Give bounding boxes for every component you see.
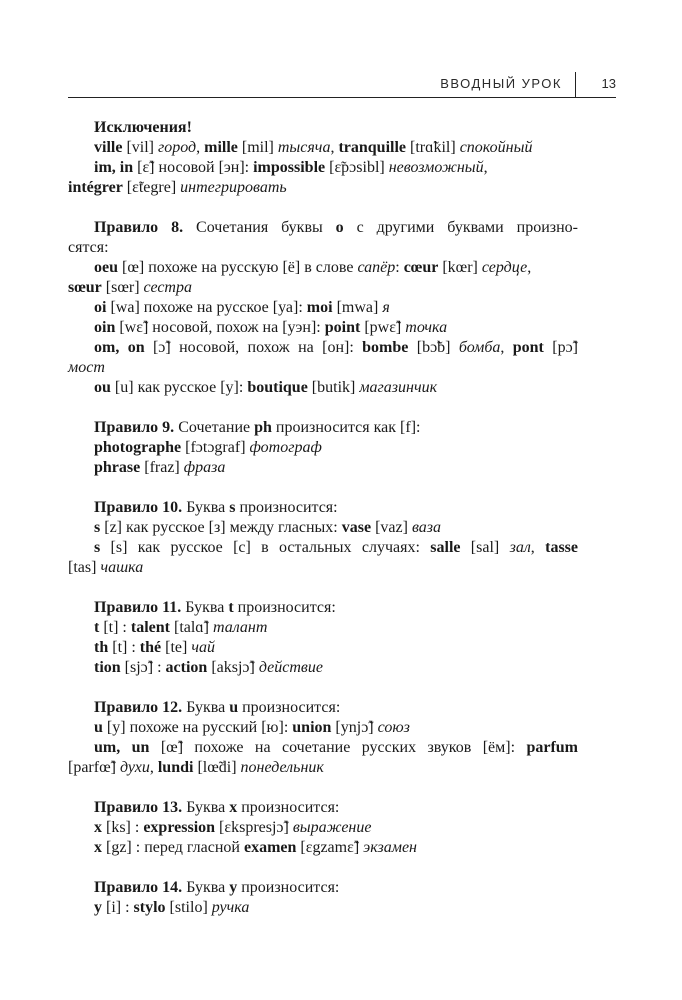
bold-term: impossible	[253, 159, 326, 176]
text-line	[68, 498, 578, 518]
text-line	[68, 818, 578, 838]
text-line	[68, 158, 578, 178]
bold-term: mille	[204, 139, 238, 156]
italic-translation: магазинчик	[359, 379, 438, 396]
text-run: [sal]	[460, 539, 510, 556]
header-separator	[575, 72, 576, 98]
bold-term: im, in	[94, 159, 134, 176]
text-run: сятся:	[68, 239, 109, 256]
italic-translation: ручка	[211, 899, 250, 916]
italic-translation: бомба	[458, 339, 501, 356]
text-line	[68, 598, 578, 618]
text-run: :	[395, 259, 404, 276]
text-run: [ynjɔ̃]	[331, 719, 378, 736]
bold-term: s	[94, 519, 101, 536]
text-line	[68, 518, 578, 538]
text-run: Буква	[182, 699, 230, 716]
text-line	[68, 838, 578, 858]
rule-block	[68, 218, 578, 398]
text-run: Буква	[182, 799, 230, 816]
bold-term: tranquille	[338, 139, 406, 156]
bold-term: x	[229, 799, 238, 816]
bold-term: oeu	[94, 259, 118, 276]
text-run: с другими буквами произно-	[343, 219, 578, 236]
italic-translation: мост	[68, 359, 105, 376]
italic-translation: сердце	[481, 259, 528, 276]
text-run: [sjɔ̃] :	[120, 659, 166, 676]
bold-term: u	[94, 719, 103, 736]
bold-term: tasse	[545, 539, 579, 556]
text-run: [stilo]	[165, 899, 212, 916]
text-line	[68, 798, 578, 818]
italic-translation: сестра	[143, 279, 192, 296]
rule-block	[68, 598, 578, 678]
bold-term: point	[324, 319, 361, 336]
bold-term: parfum	[526, 739, 578, 756]
text-line	[68, 258, 578, 278]
text-run: [mwa]	[332, 299, 383, 316]
text-run: [kœr]	[438, 259, 482, 276]
bold-term: pont	[512, 339, 544, 356]
text-run: ,	[530, 539, 546, 556]
text-run: [ɛ̃pɔsibl]	[325, 159, 389, 176]
bold-term: s	[94, 539, 101, 556]
text-line	[68, 418, 578, 438]
text-run: Буква	[182, 499, 230, 516]
text-run: Сочетание	[174, 419, 255, 436]
text-run: ,	[196, 139, 205, 156]
text-run: [ks] :	[102, 819, 144, 836]
bold-term: Правило 11.	[94, 599, 182, 616]
bold-term: Правило 8.	[94, 219, 184, 236]
italic-translation: точка	[405, 319, 448, 336]
text-run: [tas]	[68, 559, 101, 576]
italic-translation: зал	[509, 539, 531, 556]
text-run: произносится:	[237, 879, 340, 896]
bold-term: Правило 14.	[94, 879, 183, 896]
text-line	[68, 458, 578, 478]
text-run: [wa] похоже на русское [уа]:	[106, 299, 307, 316]
bold-term: om, on	[94, 339, 145, 356]
bold-term: oin	[94, 319, 116, 336]
page-number: 13	[601, 76, 616, 91]
italic-translation: интегрировать	[180, 179, 287, 196]
page-body	[68, 118, 578, 938]
rule-block	[68, 498, 578, 578]
rule-block	[68, 878, 578, 918]
text-run: [ɛkspresjɔ̃]	[215, 819, 293, 836]
bold-term: photographe	[94, 439, 182, 456]
bold-term: thé	[139, 639, 162, 656]
text-run: [lœ̃di]	[193, 759, 241, 776]
italic-translation: талант	[213, 619, 268, 636]
bold-term: stylo	[133, 899, 166, 916]
text-run: [fɔtɔgraf]	[181, 439, 250, 456]
text-run: произносится как [f]:	[271, 419, 421, 436]
bold-term: moi	[306, 299, 333, 316]
text-line	[68, 438, 578, 458]
text-line	[68, 718, 578, 738]
running-header	[68, 70, 616, 98]
italic-translation: выражение	[292, 819, 372, 836]
bold-term: x	[94, 819, 102, 836]
text-run: [i] :	[102, 899, 134, 916]
text-run: [fraz]	[140, 459, 184, 476]
text-line	[68, 738, 578, 758]
bold-term: tion	[94, 659, 121, 676]
bold-term: cœur	[403, 259, 439, 276]
text-run: ,	[500, 339, 513, 356]
text-run: ,	[527, 259, 532, 276]
text-line	[68, 178, 578, 198]
text-line	[68, 878, 578, 898]
text-run: [pɔ̃]	[543, 339, 578, 356]
bold-term: x	[94, 839, 102, 856]
text-run: [u] как русское [у]:	[110, 379, 248, 396]
bold-term: Правило 9.	[94, 419, 175, 436]
text-line	[68, 758, 578, 778]
text-run: [gz] : перед гласной	[102, 839, 244, 856]
text-line	[68, 538, 578, 558]
italic-translation: спокойный	[459, 139, 533, 156]
bold-term: oi	[94, 299, 107, 316]
bold-term: expression	[143, 819, 216, 836]
text-run: [vaz]	[371, 519, 412, 536]
text-run: [mil]	[237, 139, 278, 156]
text-line	[68, 238, 578, 258]
text-run: Буква	[181, 599, 229, 616]
text-run: Буква	[182, 879, 230, 896]
italic-translation: чашка	[100, 559, 144, 576]
bold-term: lundi	[157, 759, 194, 776]
header-rule	[68, 97, 616, 98]
text-run: [wɛ̃] носовой, похож на [уэн]:	[115, 319, 325, 336]
text-run: [t] :	[108, 639, 140, 656]
italic-translation: сапёр	[357, 259, 396, 276]
text-run: произносится:	[237, 799, 340, 816]
bold-term: y	[94, 899, 102, 916]
text-run: произносится:	[233, 599, 336, 616]
bold-term: u	[229, 699, 239, 716]
italic-translation: тысяча	[277, 139, 331, 156]
text-line	[68, 318, 578, 338]
text-run: произносится:	[235, 499, 338, 516]
italic-translation: экзамен	[363, 839, 417, 856]
text-line	[68, 378, 578, 398]
rule-block	[68, 118, 578, 198]
italic-translation: союз	[377, 719, 410, 736]
italic-translation: духи	[119, 759, 150, 776]
text-run: [bɔ̃b]	[408, 339, 459, 356]
text-line	[68, 278, 578, 298]
text-run: ,	[483, 159, 488, 176]
bold-term: action	[165, 659, 208, 676]
bold-term: y	[229, 879, 238, 896]
text-run: произносится:	[238, 699, 341, 716]
bold-term: Правило 10.	[94, 499, 183, 516]
bold-term: ville	[94, 139, 123, 156]
text-run: [parfœ̃]	[68, 759, 120, 776]
text-line	[68, 658, 578, 678]
text-run: [talɑ̃]	[169, 619, 213, 636]
italic-translation: фраза	[183, 459, 226, 476]
bold-term: s	[229, 499, 236, 516]
text-line	[68, 638, 578, 658]
bold-term: Правило 13.	[94, 799, 183, 816]
text-line	[68, 358, 578, 378]
rule-block	[68, 418, 578, 478]
text-run: ,	[330, 139, 339, 156]
bold-term: o	[335, 219, 344, 236]
section-title: ВВОДНЫЙ УРОК	[440, 76, 562, 91]
italic-translation: понедельник	[240, 759, 324, 776]
text-run: [y] похоже на русский [ю]:	[102, 719, 293, 736]
bold-term: t	[94, 619, 100, 636]
bold-term: th	[94, 639, 109, 656]
italic-translation: ваза	[411, 519, 442, 536]
bold-term: Исключения!	[94, 119, 192, 136]
bold-term: phrase	[94, 459, 141, 476]
text-run: [pwɛ̃]	[360, 319, 406, 336]
bold-term: boutique	[247, 379, 308, 396]
text-run: [te]	[161, 639, 192, 656]
rule-block	[68, 698, 578, 778]
bold-term: sœur	[68, 279, 102, 296]
text-run: [t] :	[99, 619, 131, 636]
text-line	[68, 898, 578, 918]
text-line	[68, 218, 578, 238]
bold-term: ph	[254, 419, 272, 436]
text-run: [ɛgzamɛ̃]	[296, 839, 364, 856]
bold-term: salle	[430, 539, 461, 556]
text-line	[68, 558, 578, 578]
text-run: [œ̃] похоже на сочетание русских звуков [ём]:	[149, 739, 527, 756]
text-run: [butik]	[307, 379, 360, 396]
bold-term: talent	[130, 619, 170, 636]
text-run: [sœr]	[101, 279, 144, 296]
bold-term: examen	[243, 839, 297, 856]
rule-block	[68, 798, 578, 858]
text-line	[68, 618, 578, 638]
bold-term: Правило 12.	[94, 699, 183, 716]
italic-translation: фотограф	[249, 439, 322, 456]
text-run: [ɔ̃] носовой, похож на [он]:	[144, 339, 363, 356]
text-run: [ɛ̃tegre]	[122, 179, 181, 196]
italic-translation: невозможный	[388, 159, 484, 176]
text-run: [s] как русское [с] в остальных случаях:	[100, 539, 431, 556]
text-line	[68, 138, 578, 158]
italic-translation: действие	[258, 659, 323, 676]
text-run: [z] как русское [з] между гласных:	[100, 519, 342, 536]
text-line	[68, 118, 578, 138]
bold-term: vase	[341, 519, 372, 536]
bold-term: um, un	[94, 739, 150, 756]
italic-translation: город	[157, 139, 197, 156]
bold-term: ou	[94, 379, 111, 396]
text-run: Сочетания буквы	[183, 219, 336, 236]
bold-term: union	[292, 719, 332, 736]
text-run: [aksjɔ̃]	[207, 659, 259, 676]
text-line	[68, 698, 578, 718]
text-run: [vil]	[122, 139, 158, 156]
bold-term: t	[228, 599, 234, 616]
text-run: ,	[149, 759, 158, 776]
text-line	[68, 338, 578, 358]
text-line	[68, 298, 578, 318]
text-run: [trɑ̃kil]	[406, 139, 460, 156]
bold-term: intégrer	[68, 179, 123, 196]
text-run: [œ] похоже на русскую [ё] в слове	[118, 259, 358, 276]
bold-term: bombe	[362, 339, 409, 356]
text-run: [ɛ̃] носовой [эн]:	[133, 159, 254, 176]
italic-translation: я	[382, 299, 390, 316]
italic-translation: чай	[191, 639, 215, 656]
